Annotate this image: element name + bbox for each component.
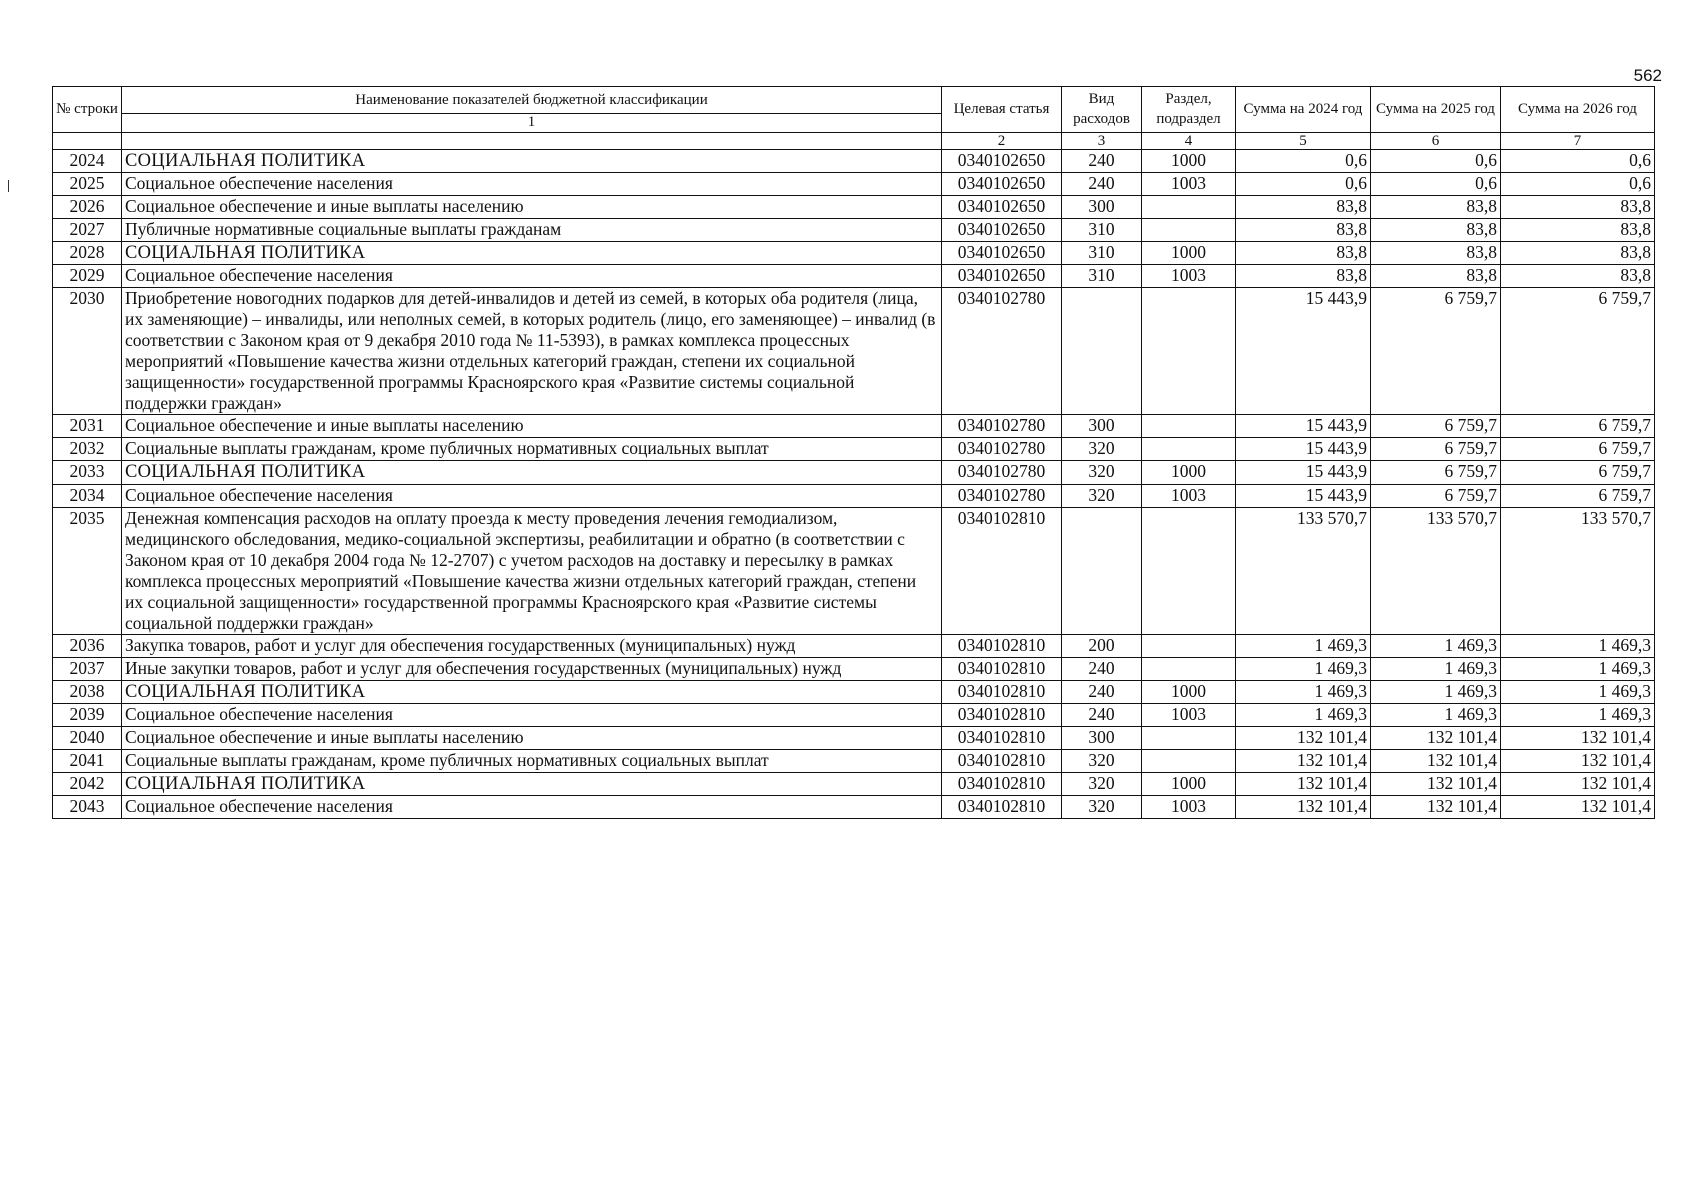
row-name: Социальное обеспечение населения xyxy=(122,265,942,288)
row-section xyxy=(1142,726,1236,749)
row-section xyxy=(1142,634,1236,657)
row-sum-2025: 83,8 xyxy=(1371,219,1501,242)
row-name: Социальное обеспечение населения xyxy=(122,484,942,507)
row-sum-2026: 83,8 xyxy=(1501,242,1655,265)
table-row xyxy=(53,680,1655,703)
table-row xyxy=(53,484,1655,507)
row-expense-type: 240 xyxy=(1062,657,1142,680)
row-expense-type: 240 xyxy=(1062,150,1142,173)
row-number: 2032 xyxy=(53,438,122,461)
row-number: 2037 xyxy=(53,657,122,680)
row-sum-2026: 1 469,3 xyxy=(1501,657,1655,680)
column-number-6: 6 xyxy=(1371,132,1501,150)
row-name: СОЦИАЛЬНАЯ ПОЛИТИКА xyxy=(122,680,942,703)
row-section: 1000 xyxy=(1142,461,1236,484)
row-name: СОЦИАЛЬНАЯ ПОЛИТИКА xyxy=(122,772,942,795)
row-sum-2024: 83,8 xyxy=(1236,242,1371,265)
table-row xyxy=(53,657,1655,680)
row-target-article: 0340102810 xyxy=(942,726,1062,749)
row-number: 2029 xyxy=(53,265,122,288)
row-number: 2028 xyxy=(53,242,122,265)
row-number: 2027 xyxy=(53,219,122,242)
row-expense-type: 240 xyxy=(1062,703,1142,726)
row-number: 2030 xyxy=(53,288,122,415)
row-sum-2025: 6 759,7 xyxy=(1371,288,1501,415)
table-row xyxy=(53,242,1655,265)
row-section xyxy=(1142,415,1236,438)
row-number: 2036 xyxy=(53,634,122,657)
header-row xyxy=(53,87,1655,114)
row-name: Социальные выплаты гражданам, кроме публичных нормативных социальных выплат xyxy=(122,438,942,461)
row-name: Социальное обеспечение населения xyxy=(122,703,942,726)
row-expense-type: 310 xyxy=(1062,219,1142,242)
column-number-1: 1 xyxy=(122,113,942,132)
table-row xyxy=(53,415,1655,438)
row-number: 2026 xyxy=(53,196,122,219)
row-section xyxy=(1142,749,1236,772)
row-section: 1003 xyxy=(1142,173,1236,196)
row-target-article: 0340102650 xyxy=(942,219,1062,242)
row-expense-type: 320 xyxy=(1062,461,1142,484)
row-sum-2024: 1 469,3 xyxy=(1236,634,1371,657)
page-number: 562 xyxy=(1633,66,1662,85)
table-row xyxy=(53,749,1655,772)
table-row xyxy=(53,726,1655,749)
row-sum-2024: 15 443,9 xyxy=(1236,438,1371,461)
row-target-article: 0340102810 xyxy=(942,634,1062,657)
table-row xyxy=(53,703,1655,726)
row-sum-2024: 132 101,4 xyxy=(1236,772,1371,795)
table-row xyxy=(53,196,1655,219)
row-expense-type: 300 xyxy=(1062,196,1142,219)
row-expense-type: 300 xyxy=(1062,415,1142,438)
row-target-article: 0340102780 xyxy=(942,438,1062,461)
table-row xyxy=(53,150,1655,173)
row-section: 1003 xyxy=(1142,265,1236,288)
row-sum-2025: 132 101,4 xyxy=(1371,749,1501,772)
row-sum-2024: 132 101,4 xyxy=(1236,795,1371,818)
row-sum-2024: 83,8 xyxy=(1236,265,1371,288)
row-name: Иные закупки товаров, работ и услуг для обеспечения государственных (муниципальных) нужд xyxy=(122,657,942,680)
row-expense-type xyxy=(1062,507,1142,634)
row-sum-2024: 15 443,9 xyxy=(1236,461,1371,484)
table-row xyxy=(53,795,1655,818)
row-name: СОЦИАЛЬНАЯ ПОЛИТИКА xyxy=(122,150,942,173)
row-name: Публичные нормативные социальные выплаты гражданам xyxy=(122,219,942,242)
row-sum-2025: 83,8 xyxy=(1371,196,1501,219)
row-name: Социальное обеспечение населения xyxy=(122,173,942,196)
row-sum-2024: 132 101,4 xyxy=(1236,726,1371,749)
row-number: 2043 xyxy=(53,795,122,818)
row-target-article: 0340102650 xyxy=(942,150,1062,173)
table-row xyxy=(53,288,1655,415)
row-name: СОЦИАЛЬНАЯ ПОЛИТИКА xyxy=(122,242,942,265)
header-sum-2026: Сумма на 2026 год xyxy=(1501,87,1655,133)
header-section: Раздел, подраздел xyxy=(1142,87,1236,133)
row-target-article: 0340102810 xyxy=(942,795,1062,818)
row-section xyxy=(1142,438,1236,461)
table-row xyxy=(53,507,1655,634)
column-number-3: 3 xyxy=(1062,132,1142,150)
row-section: 1000 xyxy=(1142,242,1236,265)
column-number-blank-name xyxy=(122,132,942,150)
row-target-article: 0340102810 xyxy=(942,507,1062,634)
row-sum-2026: 1 469,3 xyxy=(1501,634,1655,657)
budget-table xyxy=(52,86,1655,819)
table-row xyxy=(53,265,1655,288)
row-sum-2025: 83,8 xyxy=(1371,265,1501,288)
column-number-7: 7 xyxy=(1501,132,1655,150)
row-section: 1000 xyxy=(1142,772,1236,795)
row-sum-2024: 0,6 xyxy=(1236,173,1371,196)
row-number: 2039 xyxy=(53,703,122,726)
row-expense-type: 320 xyxy=(1062,795,1142,818)
row-expense-type: 310 xyxy=(1062,265,1142,288)
column-number-row xyxy=(53,132,1655,150)
row-sum-2025: 6 759,7 xyxy=(1371,415,1501,438)
row-target-article: 0340102810 xyxy=(942,703,1062,726)
row-name: Закупка товаров, работ и услуг для обеспечения государственных (муниципальных) нужд xyxy=(122,634,942,657)
row-target-article: 0340102650 xyxy=(942,265,1062,288)
table-row xyxy=(53,438,1655,461)
row-sum-2024: 15 443,9 xyxy=(1236,288,1371,415)
row-sum-2026: 133 570,7 xyxy=(1501,507,1655,634)
row-sum-2024: 1 469,3 xyxy=(1236,657,1371,680)
row-target-article: 0340102810 xyxy=(942,680,1062,703)
row-sum-2025: 1 469,3 xyxy=(1371,634,1501,657)
row-sum-2026: 132 101,4 xyxy=(1501,726,1655,749)
row-sum-2024: 83,8 xyxy=(1236,219,1371,242)
row-section: 1000 xyxy=(1142,680,1236,703)
row-sum-2026: 132 101,4 xyxy=(1501,772,1655,795)
row-sum-2026: 83,8 xyxy=(1501,196,1655,219)
column-number-4: 4 xyxy=(1142,132,1236,150)
row-sum-2026: 132 101,4 xyxy=(1501,749,1655,772)
column-number-2: 2 xyxy=(942,132,1062,150)
row-expense-type: 200 xyxy=(1062,634,1142,657)
row-sum-2025: 1 469,3 xyxy=(1371,657,1501,680)
row-expense-type: 300 xyxy=(1062,726,1142,749)
row-expense-type: 320 xyxy=(1062,749,1142,772)
row-sum-2026: 0,6 xyxy=(1501,173,1655,196)
table-row xyxy=(53,219,1655,242)
row-sum-2024: 0,6 xyxy=(1236,150,1371,173)
row-sum-2026: 6 759,7 xyxy=(1501,415,1655,438)
row-section: 1003 xyxy=(1142,795,1236,818)
header-name: Наименование показателей бюджетной классификации xyxy=(122,87,942,114)
table-row xyxy=(53,461,1655,484)
row-sum-2025: 132 101,4 xyxy=(1371,795,1501,818)
row-sum-2024: 1 469,3 xyxy=(1236,703,1371,726)
row-sum-2025: 132 101,4 xyxy=(1371,726,1501,749)
row-number: 2042 xyxy=(53,772,122,795)
row-sum-2024: 133 570,7 xyxy=(1236,507,1371,634)
row-number: 2033 xyxy=(53,461,122,484)
row-section xyxy=(1142,196,1236,219)
table-row xyxy=(53,772,1655,795)
row-section xyxy=(1142,657,1236,680)
row-sum-2025: 6 759,7 xyxy=(1371,438,1501,461)
row-section xyxy=(1142,288,1236,415)
row-sum-2025: 83,8 xyxy=(1371,242,1501,265)
row-name: Социальное обеспечение населения xyxy=(122,795,942,818)
row-sum-2025: 6 759,7 xyxy=(1371,461,1501,484)
header-row-no: № строки xyxy=(53,87,122,133)
header-sum-2025: Сумма на 2025 год xyxy=(1371,87,1501,133)
table-row xyxy=(53,173,1655,196)
row-sum-2024: 15 443,9 xyxy=(1236,415,1371,438)
row-sum-2026: 0,6 xyxy=(1501,150,1655,173)
row-sum-2026: 1 469,3 xyxy=(1501,703,1655,726)
row-target-article: 0340102650 xyxy=(942,242,1062,265)
header-expense-type: Вид расходов xyxy=(1062,87,1142,133)
row-target-article: 0340102780 xyxy=(942,288,1062,415)
column-number-5: 5 xyxy=(1236,132,1371,150)
row-section: 1003 xyxy=(1142,484,1236,507)
row-number: 2034 xyxy=(53,484,122,507)
table-header xyxy=(53,87,1655,150)
margin-mark xyxy=(8,180,9,192)
row-target-article: 0340102810 xyxy=(942,657,1062,680)
row-sum-2026: 83,8 xyxy=(1501,219,1655,242)
row-sum-2025: 1 469,3 xyxy=(1371,703,1501,726)
row-section xyxy=(1142,507,1236,634)
row-sum-2025: 1 469,3 xyxy=(1371,680,1501,703)
header-target-article: Целевая статья xyxy=(942,87,1062,133)
row-expense-type: 320 xyxy=(1062,772,1142,795)
row-expense-type: 240 xyxy=(1062,173,1142,196)
row-target-article: 0340102810 xyxy=(942,772,1062,795)
row-expense-type: 240 xyxy=(1062,680,1142,703)
row-expense-type: 320 xyxy=(1062,438,1142,461)
row-sum-2024: 15 443,9 xyxy=(1236,484,1371,507)
row-sum-2025: 6 759,7 xyxy=(1371,484,1501,507)
row-sum-2025: 0,6 xyxy=(1371,150,1501,173)
row-sum-2025: 132 101,4 xyxy=(1371,772,1501,795)
row-sum-2026: 6 759,7 xyxy=(1501,288,1655,415)
row-number: 2035 xyxy=(53,507,122,634)
row-section: 1000 xyxy=(1142,150,1236,173)
row-name: Социальные выплаты гражданам, кроме публичных нормативных социальных выплат xyxy=(122,749,942,772)
row-target-article: 0340102780 xyxy=(942,484,1062,507)
row-sum-2026: 6 759,7 xyxy=(1501,438,1655,461)
row-number: 2031 xyxy=(53,415,122,438)
row-name: СОЦИАЛЬНАЯ ПОЛИТИКА xyxy=(122,461,942,484)
row-number: 2024 xyxy=(53,150,122,173)
row-sum-2024: 83,8 xyxy=(1236,196,1371,219)
row-target-article: 0340102650 xyxy=(942,196,1062,219)
row-expense-type: 320 xyxy=(1062,484,1142,507)
row-expense-type xyxy=(1062,288,1142,415)
row-sum-2025: 133 570,7 xyxy=(1371,507,1501,634)
row-name: Приобретение новогодних подарков для детей-инвалидов и детей из семей, в которых оба родителя (лица, их заменяющие) – инвалиды, или неполных семей, в которых родитель (лицо, его заменяющее) – инвалид (в соответствии с Законом края от 9 декабря 2010 года № 11-5393), в рамках комплекса процессных мероприятий «Повышение качества жизни отдельных категорий граждан, степени их социальной защищенности» государственной программы Красноярского края «Развитие системы социальной поддержки граждан» xyxy=(122,288,942,415)
row-section xyxy=(1142,219,1236,242)
row-sum-2026: 1 469,3 xyxy=(1501,680,1655,703)
row-name: Денежная компенсация расходов на оплату проезда к месту проведения лечения гемодиализом, медицинского обследования, медико-социальной экспертизы, реабилитации и обратно (в соответствии с Законом края от 10 декабря 2004 года № 12-2707) с учетом расходов на доставку и пересылку в рамках комплекса процессных мероприятий «Повышение качества жизни отдельных категорий граждан, степени их социальной защищенности» государственной программы Красноярского края «Развитие системы социальной поддержки граждан» xyxy=(122,507,942,634)
table-row xyxy=(53,634,1655,657)
row-name: Социальное обеспечение и иные выплаты населению xyxy=(122,726,942,749)
row-number: 2025 xyxy=(53,173,122,196)
row-sum-2026: 132 101,4 xyxy=(1501,795,1655,818)
row-sum-2026: 6 759,7 xyxy=(1501,461,1655,484)
row-number: 2038 xyxy=(53,680,122,703)
row-sum-2024: 1 469,3 xyxy=(1236,680,1371,703)
row-name: Социальное обеспечение и иные выплаты населению xyxy=(122,196,942,219)
row-sum-2026: 6 759,7 xyxy=(1501,484,1655,507)
row-sum-2026: 83,8 xyxy=(1501,265,1655,288)
row-number: 2041 xyxy=(53,749,122,772)
table-body xyxy=(53,150,1655,819)
row-target-article: 0340102810 xyxy=(942,749,1062,772)
row-target-article: 0340102650 xyxy=(942,173,1062,196)
column-number-blank xyxy=(53,132,122,150)
row-target-article: 0340102780 xyxy=(942,415,1062,438)
row-sum-2025: 0,6 xyxy=(1371,173,1501,196)
row-sum-2024: 132 101,4 xyxy=(1236,749,1371,772)
row-number: 2040 xyxy=(53,726,122,749)
header-sum-2024: Сумма на 2024 год xyxy=(1236,87,1371,133)
row-name: Социальное обеспечение и иные выплаты населению xyxy=(122,415,942,438)
row-expense-type: 310 xyxy=(1062,242,1142,265)
row-section: 1003 xyxy=(1142,703,1236,726)
row-target-article: 0340102780 xyxy=(942,461,1062,484)
